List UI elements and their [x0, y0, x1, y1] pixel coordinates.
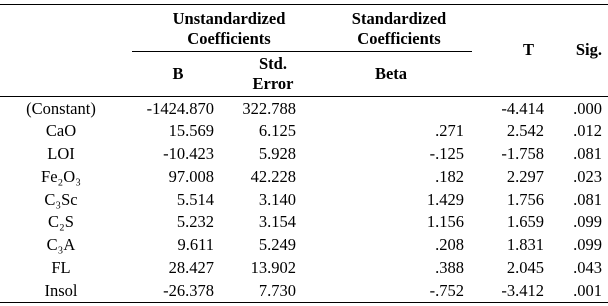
row-label: (Constant): [26, 98, 96, 118]
cell-b: 97.008: [168, 166, 214, 186]
row-label: C₃A: [46, 235, 76, 255]
cell-sig: .043: [573, 258, 602, 278]
table-row: [0, 188, 608, 211]
cell-b: 5.232: [176, 212, 214, 232]
cell-b: 9.611: [177, 235, 214, 255]
cell-t: -3.412: [472, 279, 546, 302]
cell-b: 28.427: [168, 258, 214, 278]
row-label: C₂S: [48, 212, 74, 232]
cell-std-error: 3.154: [258, 212, 296, 232]
table-row: [0, 120, 608, 143]
table-header: [0, 5, 608, 97]
row-label: LOI: [47, 144, 75, 164]
cell-std-error: 42.228: [250, 166, 296, 186]
cell-sig: .012: [573, 121, 602, 141]
cell-sig: .000: [573, 98, 602, 118]
header-row-1: [0, 5, 608, 52]
cell-beta: .388: [435, 258, 464, 278]
header-sig: Sig.: [546, 5, 608, 97]
coefficients-table: [0, 4, 608, 303]
header-beta: Beta: [326, 52, 472, 97]
cell-sig: .001: [546, 279, 608, 302]
table-row: [0, 143, 608, 166]
table-row: [0, 97, 608, 120]
cell-b: -26.378: [132, 279, 224, 302]
cell-sig: .099: [573, 235, 602, 255]
cell-beta: 1.429: [426, 189, 464, 209]
cell-sig: .099: [573, 212, 602, 232]
cell-sig: .081: [573, 144, 602, 164]
cell-beta: .182: [435, 166, 464, 186]
table-row: [0, 234, 608, 257]
header-empty: [0, 5, 132, 97]
cell-t: 2.542: [506, 121, 544, 141]
cell-sig: .081: [573, 189, 602, 209]
cell-std-error: 3.140: [258, 189, 296, 209]
table-body: [0, 97, 608, 303]
row-label: FL: [51, 258, 71, 278]
cell-t: 1.659: [506, 212, 544, 232]
header-standardized: Standardized Coefficients: [326, 5, 472, 52]
table-row: [0, 257, 608, 280]
cell-std-error: 322.788: [242, 98, 296, 118]
cell-b: -1424.870: [146, 98, 214, 118]
cell-t: 2.045: [506, 258, 544, 278]
cell-sig: .023: [573, 166, 602, 186]
cell-std-error: 5.249: [258, 235, 296, 255]
cell-std-error: 13.902: [250, 258, 296, 278]
cell-std-error: 5.928: [258, 144, 296, 164]
table-row: [0, 279, 608, 302]
header-t: T: [472, 5, 546, 97]
cell-beta: 1.156: [426, 212, 464, 232]
cell-b: -10.423: [163, 144, 214, 164]
cell-beta: [326, 97, 472, 120]
cell-beta: -.125: [429, 144, 464, 164]
cell-b: 5.514: [176, 189, 214, 209]
row-label: C₃Sc: [44, 189, 78, 209]
cell-t: -4.414: [501, 98, 544, 118]
row-label: Insol: [0, 279, 132, 302]
cell-beta: .271: [435, 121, 464, 141]
cell-beta: -.752: [326, 279, 472, 302]
header-std-error: Std. Error: [224, 52, 326, 97]
cell-std-error: 7.730: [224, 279, 326, 302]
cell-beta: .208: [435, 235, 464, 255]
cell-t: 2.297: [506, 166, 544, 186]
table-row: [0, 165, 608, 188]
cell-t: -1.758: [501, 144, 544, 164]
row-label: Fe₂O₃: [41, 166, 81, 186]
cell-t: 1.831: [506, 235, 544, 255]
header-b: B: [132, 52, 224, 97]
row-label: CaO: [45, 121, 77, 141]
header-unstandardized: Unstandardized Coefficients: [132, 5, 326, 52]
cell-std-error: 6.125: [258, 121, 296, 141]
cell-b: 15.569: [168, 121, 214, 141]
cell-t: 1.756: [506, 189, 544, 209]
table-row: [0, 211, 608, 234]
